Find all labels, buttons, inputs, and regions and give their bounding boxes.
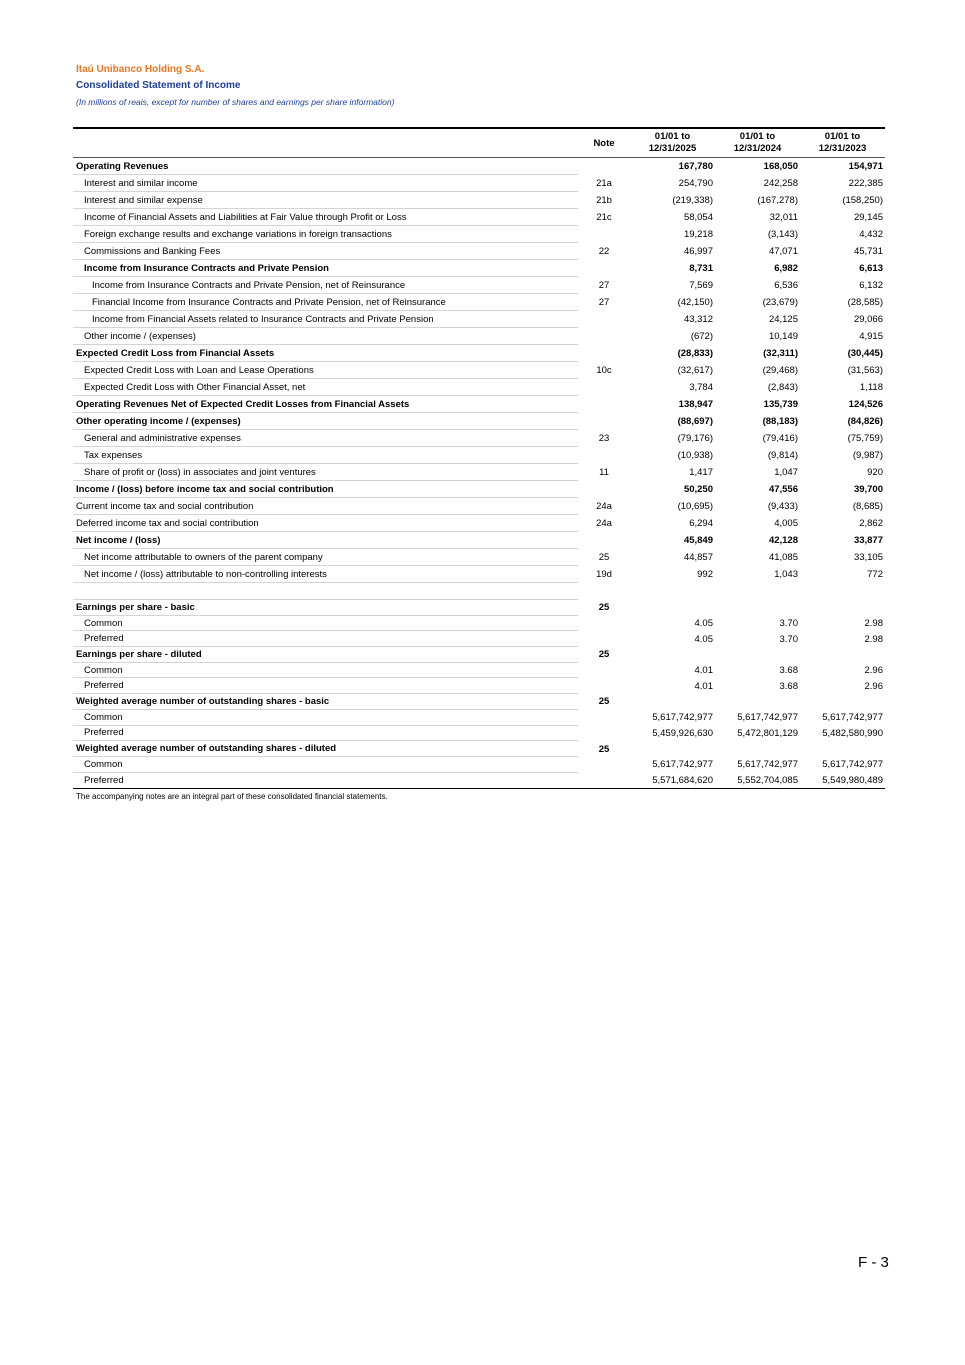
row-label: Deferred income tax and social contribution xyxy=(73,515,578,532)
value-2024: 168,050 xyxy=(763,161,798,172)
value-2024: 3.70 xyxy=(779,618,798,630)
row-label: Commissions and Banking Fees xyxy=(73,243,578,260)
value-2023: (84,826) xyxy=(847,416,883,427)
table-row xyxy=(73,678,885,694)
value-2023: 29,145 xyxy=(853,212,883,223)
row-label: Current income tax and social contribution xyxy=(73,498,578,515)
table-row xyxy=(73,413,885,430)
row-label: Earnings per share - basic xyxy=(73,600,578,616)
value-2025: 5,571,684,620 xyxy=(652,774,713,786)
table-row xyxy=(73,549,885,566)
row-label: Income from Insurance Contracts and Private Pension, net of Reinsurance xyxy=(73,277,578,294)
row-label: Other income / (expenses) xyxy=(73,328,578,345)
value-2024: (29,468) xyxy=(762,365,798,376)
table-row xyxy=(73,311,885,328)
table-row xyxy=(73,447,885,464)
value-2023: 5,549,980,489 xyxy=(822,774,883,786)
row-label: Preferred xyxy=(84,774,124,786)
row-label: Weighted average number of outstanding shares - diluted xyxy=(73,741,578,757)
value-2023: 29,066 xyxy=(853,314,883,325)
row-note: 22 xyxy=(598,246,610,257)
table-row xyxy=(73,396,885,413)
value-2024: (9,433) xyxy=(767,501,798,512)
value-2025: 4.01 xyxy=(694,680,713,692)
table-bottom-rule xyxy=(73,788,885,789)
value-2023: 33,877 xyxy=(853,535,883,546)
value-2024: (79,416) xyxy=(762,433,798,444)
value-2024: 135,739 xyxy=(763,399,798,410)
row-label: Net income / (loss) attributable to non-controlling interests xyxy=(73,566,578,583)
table-row xyxy=(73,362,885,379)
table-row xyxy=(73,600,885,616)
table-row xyxy=(73,260,885,277)
row-label: Preferred xyxy=(73,726,578,742)
row-note: 21a xyxy=(596,178,612,189)
value-2023: 6,132 xyxy=(859,280,883,291)
value-2023: (8,685) xyxy=(852,501,883,512)
value-2023: 5,617,742,977 xyxy=(822,759,883,771)
table-row xyxy=(73,294,885,311)
row-note: 27 xyxy=(598,297,610,308)
value-2023: 4,915 xyxy=(859,331,883,342)
value-2024: (32,311) xyxy=(763,348,798,359)
value-2024: (3,143) xyxy=(767,229,798,240)
income-statement-table xyxy=(73,127,885,801)
value-2024: (88,183) xyxy=(762,416,798,427)
row-note: 25 xyxy=(598,743,610,755)
row-label: Other operating income / (expenses) xyxy=(73,413,578,430)
value-2023: 4,432 xyxy=(859,229,883,240)
value-2024: 42,128 xyxy=(768,535,798,546)
value-2024: 5,617,742,977 xyxy=(737,712,798,724)
row-label: Income from Financial Assets related to Insurance Contracts and Private Pension xyxy=(73,311,578,328)
period-2023-header xyxy=(800,131,885,155)
row-label: Foreign exchange results and exchange variations in foreign transactions xyxy=(73,226,578,243)
value-2024: 47,556 xyxy=(768,484,798,495)
value-2024: 6,536 xyxy=(774,280,798,291)
value-2024: (2,843) xyxy=(767,382,798,393)
row-note: 27 xyxy=(598,280,610,291)
row-label: General and administrative expenses xyxy=(73,430,578,447)
value-2023: 6,613 xyxy=(859,263,883,274)
value-2025: (672) xyxy=(690,331,713,342)
value-2024: 10,149 xyxy=(768,331,798,342)
table-row xyxy=(73,430,885,447)
value-2024: (23,679) xyxy=(762,297,798,308)
table-row xyxy=(73,532,885,549)
value-2025: 58,054 xyxy=(683,212,713,223)
period-2023-line2: 12/31/2023 xyxy=(818,143,867,154)
page-number: F - 3 xyxy=(858,1254,889,1271)
row-note: 19d xyxy=(596,569,612,580)
table-row xyxy=(73,710,885,726)
value-2025: (28,833) xyxy=(677,348,713,359)
value-2023: (30,445) xyxy=(847,348,883,359)
row-label: Operating Revenues xyxy=(73,158,578,175)
value-2024: 5,552,704,085 xyxy=(737,774,798,786)
period-2025-line1: 01/01 to xyxy=(654,131,691,142)
row-label: Income of Financial Assets and Liabilities at Fair Value through Profit or Loss xyxy=(73,209,578,226)
value-2025: (79,176) xyxy=(677,433,713,444)
table-row xyxy=(73,464,885,481)
value-2024: (9,814) xyxy=(767,450,798,461)
row-note: 10c xyxy=(596,365,612,376)
table-row xyxy=(73,243,885,260)
row-label: Share of profit or (loss) in associates and joint ventures xyxy=(73,464,578,481)
note-column-header: Note xyxy=(593,137,615,149)
value-2025: 4.01 xyxy=(694,665,713,677)
value-2025: 7,569 xyxy=(689,280,713,291)
value-2025: 50,250 xyxy=(683,484,713,495)
value-2024: 3.68 xyxy=(779,665,798,677)
value-2025: 44,857 xyxy=(683,552,713,563)
value-2023: 2.98 xyxy=(864,618,883,630)
value-2023: 39,700 xyxy=(853,484,883,495)
table-row xyxy=(73,773,885,789)
value-2023: (28,585) xyxy=(847,297,883,308)
row-label: Interest and similar expense xyxy=(73,192,578,209)
table-row xyxy=(73,631,885,647)
value-2024: 47,071 xyxy=(768,246,798,257)
row-label: Net income attributable to owners of the parent company xyxy=(73,549,578,566)
table-row xyxy=(73,328,885,345)
row-label: Common xyxy=(73,757,578,773)
value-2023: 33,105 xyxy=(853,552,883,563)
table-row xyxy=(73,757,885,773)
value-2025: 5,617,742,977 xyxy=(652,712,713,724)
table-row xyxy=(73,694,885,710)
row-note: 11 xyxy=(599,467,609,478)
value-2024: 242,258 xyxy=(763,178,798,189)
value-2025: 19,218 xyxy=(683,229,713,240)
row-label: Interest and similar income xyxy=(73,175,578,192)
row-label: Weighted average number of outstanding shares - basic xyxy=(73,694,578,710)
value-2025: (10,938) xyxy=(677,450,713,461)
table-row xyxy=(73,277,885,294)
table-row xyxy=(73,192,885,209)
eps-rows xyxy=(73,600,885,788)
company-name: Itaú Unibanco Holding S.A. xyxy=(76,64,205,75)
period-2024-line2: 12/31/2024 xyxy=(733,143,782,154)
value-2025: 5,459,926,630 xyxy=(652,727,713,739)
value-2023: 1,118 xyxy=(859,382,883,393)
statement-subtitle: (In millions of reais, except for number of shares and earnings per share information) xyxy=(76,97,395,107)
row-note: 24a xyxy=(596,501,612,512)
value-2025: 992 xyxy=(697,569,713,580)
row-note: 25 xyxy=(598,696,610,708)
row-label: Income / (loss) before income tax and social contribution xyxy=(73,481,578,498)
value-2024: 5,617,742,977 xyxy=(737,759,798,771)
row-note: 25 xyxy=(598,552,610,563)
value-2025: 1,417 xyxy=(689,467,713,478)
value-2024: 1,047 xyxy=(774,467,798,478)
value-2023: 5,482,580,990 xyxy=(822,727,883,739)
value-2025: (32,617) xyxy=(677,365,713,376)
value-2024: 6,982 xyxy=(774,263,798,274)
row-label: Expected Credit Loss with Other Financial Asset, net xyxy=(73,379,578,396)
value-2023: 2.98 xyxy=(864,633,883,645)
value-2025: 254,790 xyxy=(678,178,713,189)
value-2025: (88,697) xyxy=(677,416,713,427)
value-2025: 46,997 xyxy=(683,246,713,257)
row-label: Preferred xyxy=(73,631,578,647)
value-2023: 5,617,742,977 xyxy=(822,712,883,724)
table-row xyxy=(73,663,885,679)
period-2024-header xyxy=(715,131,800,155)
table-row xyxy=(73,616,885,632)
value-2025: (10,695) xyxy=(677,501,713,512)
period-2025-header xyxy=(630,131,715,155)
value-2023: (31,563) xyxy=(847,365,883,376)
value-2024: 1,043 xyxy=(774,569,798,580)
value-2024: 41,085 xyxy=(768,552,798,563)
table-row xyxy=(73,515,885,532)
row-label: Expected Credit Loss from Financial Assets xyxy=(73,345,578,362)
row-label: Expected Credit Loss with Loan and Lease Operations xyxy=(73,362,578,379)
period-2024-line1: 01/01 to xyxy=(739,131,776,142)
value-2023: 772 xyxy=(867,569,883,580)
table-row xyxy=(73,741,885,757)
value-2023: 2,862 xyxy=(859,518,883,529)
table-row xyxy=(73,647,885,663)
row-note: 21b xyxy=(596,195,612,206)
value-2023: (158,250) xyxy=(842,195,883,206)
value-2023: 222,385 xyxy=(848,178,883,189)
period-2023-line1: 01/01 to xyxy=(824,131,861,142)
value-2025: 4.05 xyxy=(694,618,713,630)
value-2024: 32,011 xyxy=(769,212,798,223)
row-note: 25 xyxy=(598,602,610,614)
table-row xyxy=(73,209,885,226)
value-2025: (219,338) xyxy=(672,195,713,206)
row-label: Common xyxy=(73,616,578,632)
value-2025: 5,617,742,977 xyxy=(652,759,713,771)
value-2023: 2.96 xyxy=(864,680,883,692)
table-row xyxy=(73,481,885,498)
value-2024: 3.70 xyxy=(779,633,798,645)
value-2024: 3.68 xyxy=(779,680,798,692)
value-2025: 167,780 xyxy=(678,161,713,172)
table-row xyxy=(73,158,885,175)
row-note: 21c xyxy=(596,212,612,223)
row-note: 24a xyxy=(596,518,612,529)
value-2023: 45,731 xyxy=(853,246,883,257)
row-label: Net income / (loss) xyxy=(73,532,578,549)
value-2024: 5,472,801,129 xyxy=(737,727,798,739)
footnote: The accompanying notes are an integral part of these consolidated financial statements. xyxy=(76,792,388,802)
table-row xyxy=(73,226,885,243)
value-2024: 24,125 xyxy=(768,314,798,325)
table-row xyxy=(73,345,885,362)
row-label: Tax expenses xyxy=(73,447,578,464)
row-label: Preferred xyxy=(73,678,578,694)
value-2023: 154,971 xyxy=(848,161,883,172)
income-rows xyxy=(73,158,885,583)
value-2023: 2.96 xyxy=(864,665,883,677)
row-label: Financial Income from Insurance Contracts and Private Pension, net of Reinsurance xyxy=(73,294,578,311)
table-row xyxy=(73,726,885,742)
value-2025: 4.05 xyxy=(694,633,713,645)
value-2025: 45,849 xyxy=(683,535,713,546)
value-2025: 3,784 xyxy=(689,382,713,393)
table-row xyxy=(73,566,885,583)
spacer-row xyxy=(73,583,885,600)
statement-title: Consolidated Statement of Income xyxy=(76,80,241,91)
table-row xyxy=(73,498,885,515)
value-2024: 4,005 xyxy=(774,518,798,529)
row-label: Common xyxy=(73,663,578,679)
value-2025: 43,312 xyxy=(683,314,713,325)
row-label: Earnings per share - diluted xyxy=(73,647,578,663)
value-2025: 138,947 xyxy=(678,399,713,410)
row-note: 25 xyxy=(598,649,610,661)
table-row xyxy=(73,175,885,192)
row-label: Common xyxy=(73,710,578,726)
value-2023: 124,526 xyxy=(848,399,883,410)
value-2023: 920 xyxy=(867,467,883,478)
table-row xyxy=(73,379,885,396)
value-2025: 8,731 xyxy=(689,263,713,274)
value-2023: (75,759) xyxy=(847,433,883,444)
value-2024: (167,278) xyxy=(757,195,798,206)
value-2023: (9,987) xyxy=(852,450,883,461)
table-header xyxy=(73,127,885,158)
row-label: Operating Revenues Net of Expected Credit Losses from Financial Assets xyxy=(73,396,578,413)
row-label: Income from Insurance Contracts and Private Pension xyxy=(73,260,578,277)
period-2025-line2: 12/31/2025 xyxy=(648,143,697,154)
value-2025: 6,294 xyxy=(689,518,713,529)
value-2025: (42,150) xyxy=(677,297,713,308)
row-note: 23 xyxy=(598,433,610,444)
